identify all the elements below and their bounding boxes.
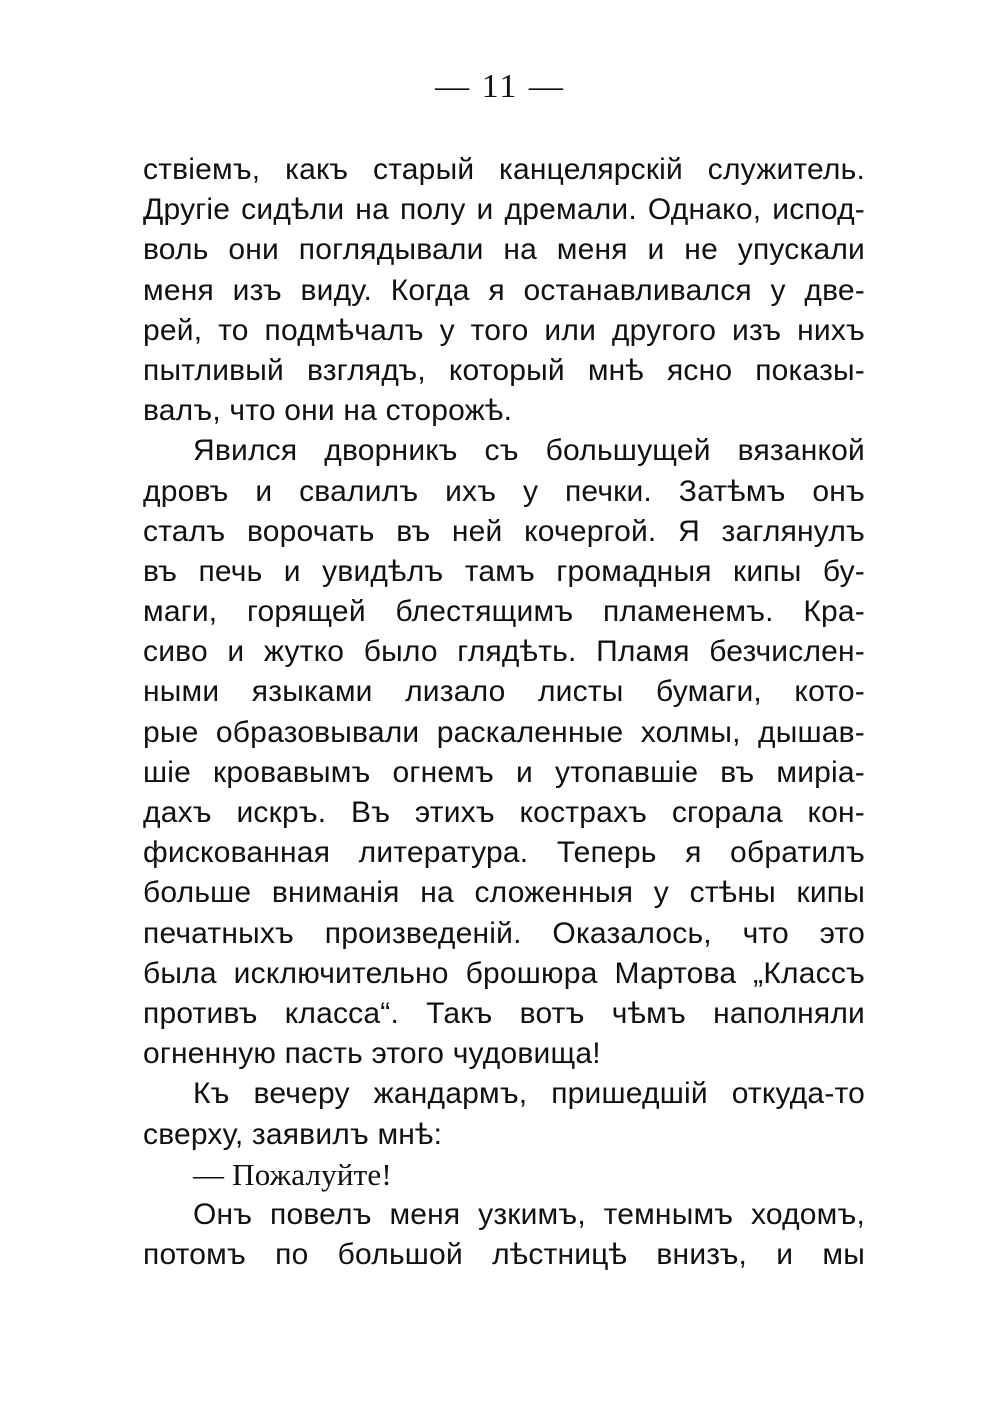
text-line: больше вниманія на сложенныя у стѣны кипы <box>143 876 865 910</box>
text-line: валъ, что они на сторожѣ. <box>143 394 513 428</box>
text-line: рей, то подмѣчалъ у того или другого изъ нихъ <box>143 313 865 347</box>
text-line: Явился дворникъ съ большущей вязанкой <box>193 434 865 468</box>
text-line: воль они поглядывали на меня и не упускали <box>143 233 865 267</box>
text-line: печатныхъ произведеній. Оказалось, что это <box>143 916 865 950</box>
text-line: меня изъ виду. Когда я останавливался у две- <box>143 273 865 307</box>
text-line: пытливый взглядъ, который мнѣ ясно показы- <box>143 353 865 387</box>
body-text <box>143 150 865 1275</box>
text-line: фискованная литература. Теперь я обратилъ <box>143 836 865 870</box>
text-line: дровъ и свалилъ ихъ у печки. Затѣмъ онъ <box>143 474 865 508</box>
text-line: рые образовывали раскаленные холмы, дышав- <box>143 715 865 749</box>
text-line: огненную пасть этого чудовища! <box>143 1037 601 1071</box>
text-line: ными языками лизало листы бумаги, кото- <box>143 675 865 709</box>
dialogue-line: — Пожалуйте! <box>193 1156 392 1192</box>
page-number: — 11 — <box>435 68 565 105</box>
text-line: Онъ повелъ меня узкимъ, темнымъ ходомъ, <box>193 1197 865 1231</box>
text-line: шіе кровавымъ огнемъ и утопавшіе въ миріа- <box>143 755 865 789</box>
text-line: маги, горящей блестящимъ пламенемъ. Кра- <box>143 595 865 629</box>
text-line: потомъ по большой лѣстницѣ внизъ, и мы <box>143 1238 865 1272</box>
text-line: противъ класса“. Такъ вотъ чѣмъ наполняли <box>143 996 865 1030</box>
text-line: сиво и жутко было глядѣть. Пламя безчислен- <box>143 635 865 669</box>
text-line: Другіе сидѣли на полу и дремали. Однако, испод- <box>143 193 865 227</box>
text-line: въ печь и увидѣлъ тамъ громадныя кипы бу- <box>143 554 865 588</box>
text-line: сталъ ворочать въ ней кочергой. Я заглянулъ <box>143 514 865 548</box>
text-line: была исключительно брошюра Мартова „Классъ <box>143 956 865 990</box>
text-line: дахъ искръ. Въ этихъ кострахъ сгорала кон- <box>143 796 865 829</box>
text-line: Къ вечеру жандармъ, пришедшій откуда-то <box>193 1077 865 1111</box>
text-line: ствіемъ, какъ старый канцелярскій служитель. <box>143 153 865 186</box>
text-line: сверху, заявилъ мнѣ: <box>143 1117 443 1151</box>
